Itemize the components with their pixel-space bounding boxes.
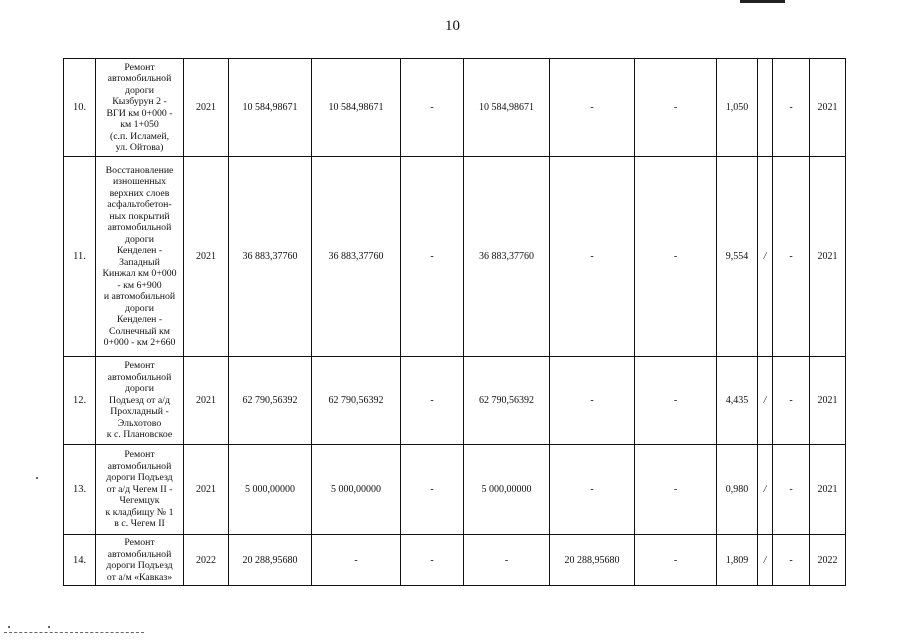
- start-year: 2021: [184, 445, 229, 535]
- funding-a: 36 883,37760: [312, 157, 401, 357]
- top-edge-mark: [740, 0, 785, 3]
- row-number: 11.: [64, 157, 96, 357]
- funding-f: -: [773, 445, 810, 535]
- road-repair-table: [63, 58, 846, 586]
- funding-f: -: [773, 535, 810, 586]
- funding-c: 5 000,00000: [464, 445, 550, 535]
- funding-d: 20 288,95680: [550, 535, 635, 586]
- scan-speck: [8, 626, 10, 628]
- end-year: 2021: [810, 157, 846, 357]
- funding-a: 62 790,56392: [312, 357, 401, 445]
- funding-d: -: [550, 357, 635, 445]
- row-number: 12.: [64, 357, 96, 445]
- row-number: 14.: [64, 535, 96, 586]
- funding-d: -: [550, 445, 635, 535]
- table-row: [64, 59, 846, 157]
- funding-a: 5 000,00000: [312, 445, 401, 535]
- check-mark: /: [758, 535, 773, 586]
- funding-f: -: [773, 357, 810, 445]
- row-number: 13.: [64, 445, 96, 535]
- funding-c: 36 883,37760: [464, 157, 550, 357]
- funding-b: -: [401, 445, 464, 535]
- check-mark: /: [758, 157, 773, 357]
- check-mark: /: [758, 357, 773, 445]
- funding-c: -: [464, 535, 550, 586]
- start-year: 2021: [184, 59, 229, 157]
- row-number: 10.: [64, 59, 96, 157]
- end-year: 2021: [810, 357, 846, 445]
- total-cost: 20 288,95680: [229, 535, 312, 586]
- table-row: [64, 357, 846, 445]
- funding-c: 62 790,56392: [464, 357, 550, 445]
- funding-d: -: [550, 157, 635, 357]
- length-km: 0,980: [717, 445, 758, 535]
- page-number: 10: [445, 18, 460, 34]
- road-name: Ремонт автомобильной дороги Подъезд от а/м «Кавказ»: [96, 535, 184, 586]
- table-row: [64, 157, 846, 357]
- length-km: 9,554: [717, 157, 758, 357]
- funding-c: 10 584,98671: [464, 59, 550, 157]
- scan-speck: [36, 477, 38, 479]
- funding-e: -: [635, 535, 717, 586]
- funding-e: -: [635, 445, 717, 535]
- funding-a: 10 584,98671: [312, 59, 401, 157]
- funding-b: -: [401, 157, 464, 357]
- funding-b: -: [401, 535, 464, 586]
- length-km: 1,809: [717, 535, 758, 586]
- funding-f: -: [773, 59, 810, 157]
- funding-b: -: [401, 357, 464, 445]
- table-row: [64, 445, 846, 535]
- road-name: Ремонт автомобильной дороги Подъезд от а/д Чегем II - Чегемцук к кладбищу № 1 в с. Чегем II: [96, 445, 184, 535]
- road-name: Ремонт автомобильной дороги Кызбурун 2 - ВГИ км 0+000 - км 1+050 (с.п. Исламей, ул. Ойтова): [96, 59, 184, 157]
- footer-rule: [4, 632, 144, 634]
- total-cost: 5 000,00000: [229, 445, 312, 535]
- funding-e: -: [635, 59, 717, 157]
- funding-d: -: [550, 59, 635, 157]
- end-year: 2021: [810, 445, 846, 535]
- funding-e: -: [635, 157, 717, 357]
- funding-b: -: [401, 59, 464, 157]
- end-year: 2021: [810, 59, 846, 157]
- check-mark: [758, 59, 773, 157]
- start-year: 2021: [184, 357, 229, 445]
- road-name: Ремонт автомобильной дороги Подъезд от а/д Прохладный - Эльхотово к с. Плановское: [96, 357, 184, 445]
- total-cost: 10 584,98671: [229, 59, 312, 157]
- length-km: 1,050: [717, 59, 758, 157]
- funding-e: -: [635, 357, 717, 445]
- table-row: [64, 535, 846, 586]
- length-km: 4,435: [717, 357, 758, 445]
- funding-f: -: [773, 157, 810, 357]
- total-cost: 62 790,56392: [229, 357, 312, 445]
- start-year: 2021: [184, 157, 229, 357]
- funding-a: -: [312, 535, 401, 586]
- total-cost: 36 883,37760: [229, 157, 312, 357]
- check-mark: /: [758, 445, 773, 535]
- scan-speck: [48, 626, 50, 628]
- road-name: Восстановление изношенных верхних слоев асфальтобетон- ных покрытий автомобильной дороги Кенделен - Западный Кинжал км 0+000 - км 6+900 и автомобильной дороги Кенделен - Солнечный км 0+000 - км 2+660: [96, 157, 184, 357]
- start-year: 2022: [184, 535, 229, 586]
- end-year: 2022: [810, 535, 846, 586]
